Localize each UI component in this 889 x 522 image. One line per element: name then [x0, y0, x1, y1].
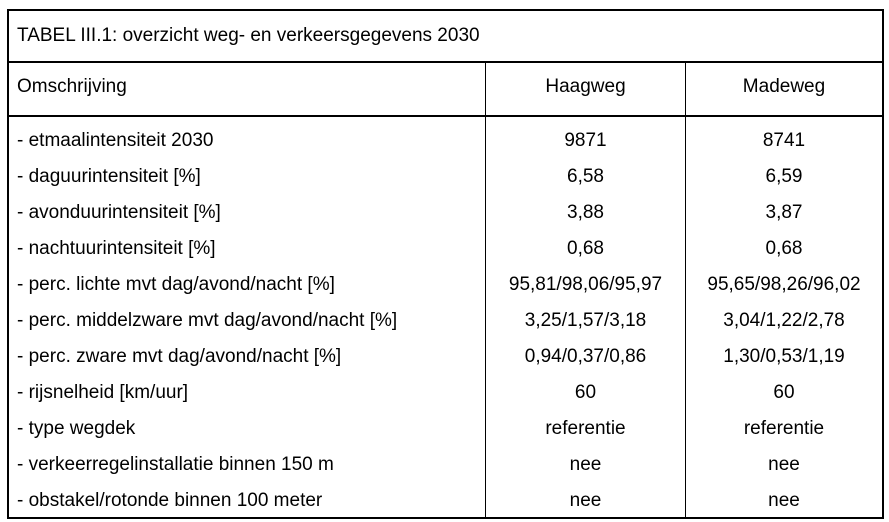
table-row [9, 375, 882, 411]
madeweg-value: 95,65/98,26/96,02 [707, 274, 861, 295]
row-label: - obstakel/rotonde binnen 100 meter [17, 490, 323, 511]
haagweg-value: 0,94/0,37/0,86 [524, 346, 647, 367]
madeweg-value: nee [768, 454, 800, 475]
table-row [9, 411, 882, 447]
table-row [9, 303, 882, 339]
table-row [9, 447, 882, 483]
madeweg-value: 1,30/0,53/1,19 [723, 346, 845, 367]
madeweg-value: 8741 [762, 130, 806, 151]
table-title: TABEL III.1: overzicht weg- en verkeersgegevens 2030 [9, 11, 882, 63]
madeweg-value: nee [768, 490, 800, 511]
haagweg-value: 3,25/1,57/3,18 [524, 310, 647, 331]
haagweg-value: 60 [574, 382, 597, 403]
table-row [9, 123, 882, 159]
row-label: - type wegdek [17, 418, 136, 439]
row-label: - rijsnelheid [km/uur] [17, 382, 189, 403]
haagweg-value: 3,88 [567, 202, 604, 223]
header-haagweg: Haagweg [545, 76, 626, 97]
traffic-data-table [7, 9, 884, 519]
haagweg-value: 9871 [564, 130, 607, 151]
haagweg-value: nee [569, 490, 602, 511]
table-row [9, 231, 882, 267]
haagweg-value: 95,81/98,06/95,97 [508, 274, 663, 295]
table-row [9, 483, 882, 519]
row-label: - avonduurintensiteit [%] [17, 202, 221, 223]
table-row [9, 339, 882, 375]
row-label: - perc. zware mvt dag/avond/nacht [%] [17, 346, 342, 367]
table-row [9, 195, 882, 231]
madeweg-value: 6,59 [765, 166, 803, 187]
row-label: - verkeerregelinstallatie binnen 150 m [17, 454, 334, 475]
row-label: - etmaalintensiteit 2030 [17, 130, 214, 151]
table-row [9, 267, 882, 303]
haagweg-value: 6,58 [567, 166, 604, 187]
haagweg-value: referentie [545, 418, 626, 439]
header-madeweg: Madeweg [742, 76, 826, 97]
table-header [9, 63, 882, 117]
row-label: - nachtuurintensiteit [%] [17, 238, 216, 259]
header-description: Omschrijving [17, 76, 127, 97]
madeweg-value: 3,04/1,22/2,78 [723, 310, 845, 331]
haagweg-value: nee [569, 454, 602, 475]
table-body [9, 123, 882, 519]
madeweg-value: 3,87 [765, 202, 803, 223]
madeweg-value: 0,68 [765, 238, 803, 259]
table-row [9, 159, 882, 195]
madeweg-value: 60 [773, 382, 795, 403]
haagweg-value: 0,68 [567, 238, 604, 259]
madeweg-value: referentie [743, 418, 825, 439]
row-label: - perc. middelzware mvt dag/avond/nacht [%] [17, 310, 398, 331]
row-label: - daguurintensiteit [%] [17, 166, 201, 187]
row-label: - perc. lichte mvt dag/avond/nacht [%] [17, 274, 335, 295]
